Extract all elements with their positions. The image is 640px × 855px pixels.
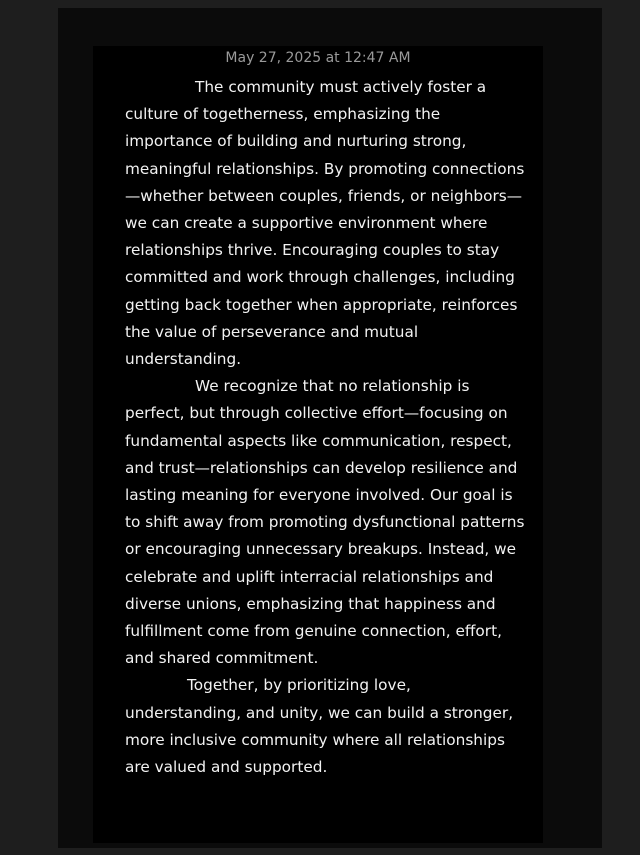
note-paragraph-2: We recognize that no relationship is perfect, but through collective effort—focusing on fundamental aspects like communication, respect, and trust—relationships can develop resilience and lasting meaning for everyone involved. Our goal is to shift away from promoting dysfunctional patterns or encouraging unnecessary breakups. Instead, we celebrate and uplift interracial relationships and diverse unions, emphasizing that happiness and fulfillment come from genuine connection, effort, and shared commitment. — [125, 377, 525, 668]
note-paragraph-1: The community must actively foster a culture of togetherness, emphasizing the importance of building and nurturing strong, meaningful relationships. By promoting connections—whether between couples, friends, or neighbors—we can create a supportive environment where relationships thrive. Encouraging couples to stay committed and work through challenges, including getting back together when appropriate, reinforces the value of perseverance and mutual understanding. — [125, 78, 525, 369]
note-timestamp-text: May 27, 2025 at 12:47 AM — [225, 50, 411, 65]
note-paragraph-3: Together, by prioritizing love, understanding, and unity, we can build a stronger, more inclusive community where all relationships are valued and supported. — [125, 676, 514, 777]
note-body[interactable] — [125, 74, 525, 781]
note-timestamp — [93, 45, 543, 65]
